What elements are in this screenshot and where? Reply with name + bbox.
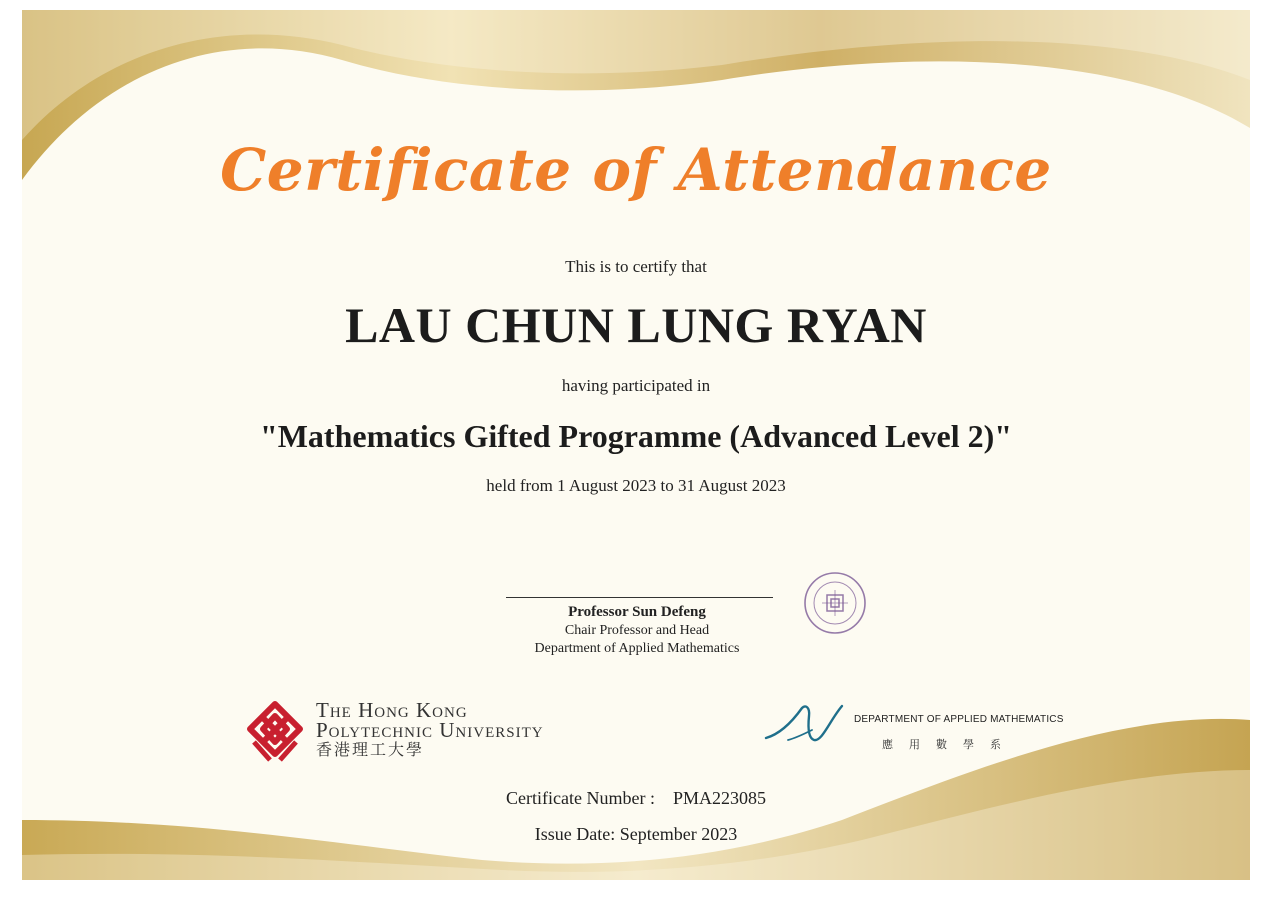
certificate-number-row bbox=[22, 788, 1250, 809]
department-name-chinese: 應用數學系 bbox=[882, 738, 1017, 751]
university-name bbox=[316, 700, 544, 760]
participation-text: having participated in bbox=[561, 376, 711, 395]
signature-line bbox=[506, 597, 773, 598]
certificate bbox=[22, 10, 1250, 880]
signatory-name: Professor Sun Defeng bbox=[568, 604, 706, 620]
certificate-number: PMA223085 bbox=[672, 788, 766, 808]
department-seal-icon bbox=[802, 570, 868, 636]
programme-title: "Mathematics Gifted Programme (Advanced Level 2)" bbox=[259, 418, 1013, 454]
university-name-chinese: 香港理工大學 bbox=[316, 740, 425, 759]
certificate-title: Certificate of Attendance bbox=[220, 136, 1052, 204]
university-name-line2: Polytechnic University bbox=[316, 718, 544, 742]
certify-text: This is to certify that bbox=[565, 257, 707, 276]
signatory-title: Chair Professor and Head bbox=[564, 623, 710, 638]
issue-date: Issue Date: September 2023 bbox=[534, 824, 738, 844]
certificate-number-label: Certificate Number : bbox=[506, 788, 655, 808]
wave-logo-icon bbox=[762, 700, 846, 746]
university-name-line1: The Hong Kong bbox=[316, 698, 468, 722]
programme-dates: held from 1 August 2023 to 31 August 2023 bbox=[486, 476, 786, 495]
recipient-name: LAU CHUN LUNG RYAN bbox=[345, 297, 927, 353]
signatory-department: Department of Applied Mathematics bbox=[534, 641, 740, 656]
department-name-english: DEPARTMENT OF APPLIED MATHEMATICS bbox=[854, 714, 1064, 725]
polyu-logo-icon bbox=[240, 698, 310, 770]
